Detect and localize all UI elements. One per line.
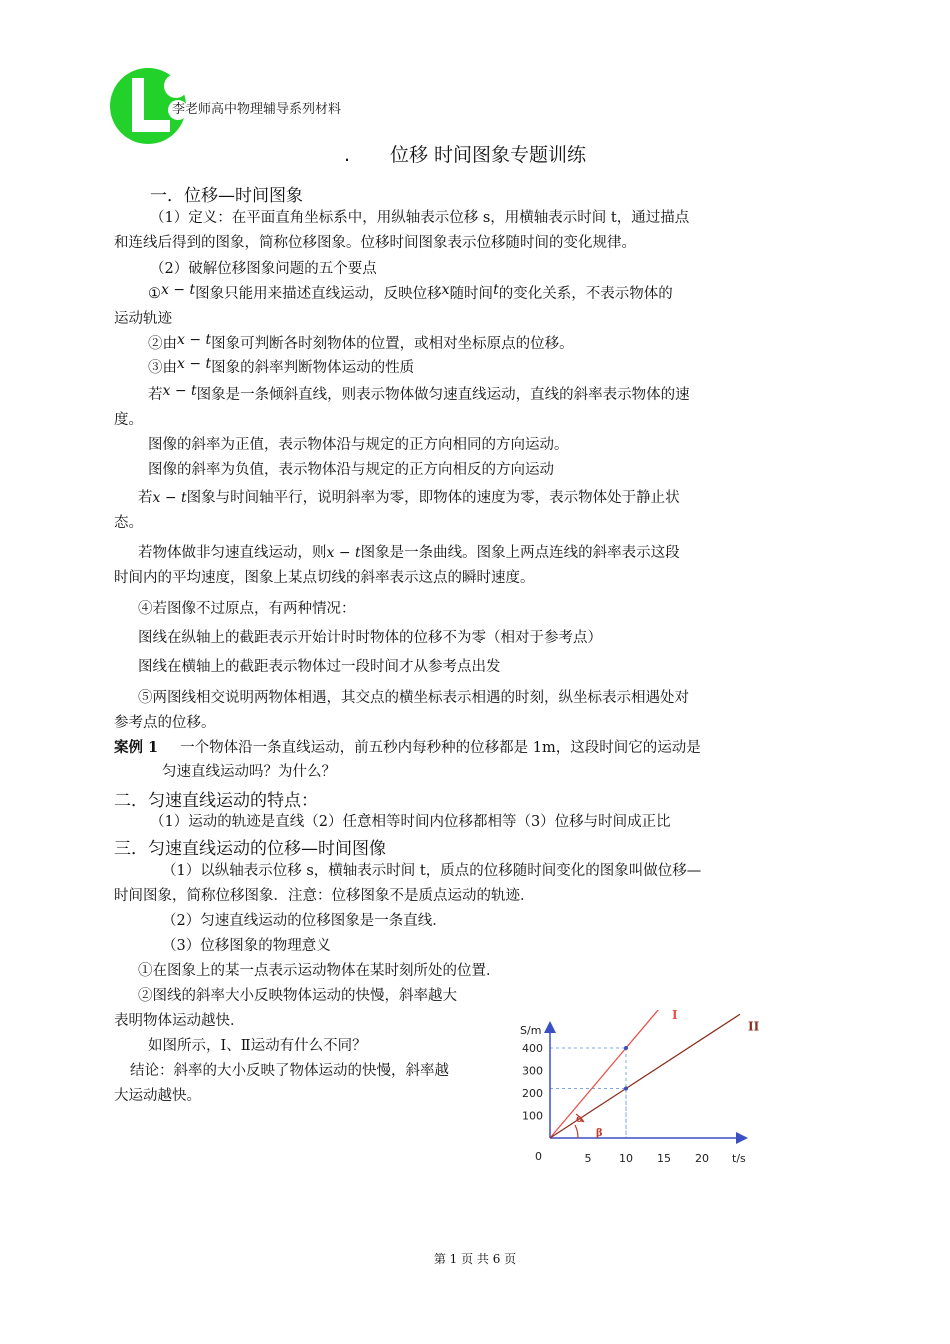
x-tick-label: 15 [657, 1152, 671, 1165]
page-footer: 第 1 页 共 6 页 [433, 1252, 517, 1266]
point-1 [148, 284, 673, 304]
section3-line-9: 结论：斜率的大小反映了物体运动的快慢，斜率越 [130, 1063, 449, 1079]
point-3-text: 图象的斜率判断物体运动的性质 [211, 360, 415, 376]
data-point [624, 1087, 628, 1091]
slope-text: 图象是一条倾斜直线，则表示物体做匀速直线运动，直线的斜率表示物体的速 [196, 387, 690, 403]
displacement-time-chart [500, 1010, 770, 1180]
section3-line-7: 表明物体运动越快． [114, 1013, 245, 1029]
section3-line-3: （2）匀速直线运动的位移图象是一条直线． [162, 913, 447, 929]
section3-line-5: ①在图象上的某一点表示运动物体在某时刻所处的位置． [138, 963, 501, 979]
point-2 [148, 334, 574, 354]
math-x-t: x − t [326, 545, 361, 561]
title-text: 位移 时间图象专题训练 [390, 144, 587, 166]
math-x-t: x − t [161, 282, 196, 298]
case-1-line-2: 匀速直线运动吗？为什么？ [162, 764, 336, 780]
point-2-prefix: ②由 [148, 336, 177, 352]
section3-line-10: 大运动越快。 [114, 1088, 201, 1104]
points-title: （2）破解位移图象问题的五个要点 [150, 261, 377, 277]
curve-line [138, 543, 680, 563]
x-tick-label: 10 [619, 1152, 633, 1165]
series-label: II [748, 1019, 760, 1034]
series-label: I [672, 1010, 678, 1022]
point-4: ④若图像不过原点，有两种情况： [138, 601, 356, 617]
section3-line-6: ②图线的斜率大小反映物体运动的快慢，斜率越大 [138, 988, 457, 1004]
section3-line-1: （1）以纵轴表示位移 s，横轴表示时间 t，质点的位移随时间变化的图象叫做位移— [162, 863, 702, 879]
case-label: 案例 1 [114, 739, 159, 756]
definition-line-1: （1）定义：在平面直角坐标系中，用纵轴表示位移 s，用横轴表示时间 t，通过描点 [150, 210, 690, 226]
section2-text: （1）运动的轨迹是直线（2）任意相等时间内位移都相等（3）位移与时间成正比 [150, 814, 671, 830]
math-x-t: x − t [152, 490, 187, 506]
y-tick-label: 100 [522, 1109, 543, 1123]
point-1-text-b: 随时间 [449, 286, 494, 302]
parallel-line [138, 488, 680, 508]
page-title [344, 140, 586, 167]
slope-prefix: 若 [148, 387, 163, 403]
math-t: t [493, 282, 499, 298]
origin-label: 0 [535, 1150, 542, 1163]
title-dot: . [344, 144, 351, 166]
y-tick-label: 400 [522, 1042, 543, 1055]
section3-heading: 三．匀速直线运动的位移—时间图像 [114, 839, 386, 859]
point-1-text-c: 的变化关系，不表示物体的 [498, 286, 673, 302]
x-tick-label: 5 [584, 1152, 592, 1165]
x-tick-label: 20 [695, 1152, 709, 1165]
math-x-t: x − t [162, 383, 197, 399]
math-x-t: x − t [177, 332, 212, 348]
angle-label-alpha: α [576, 1114, 584, 1125]
slope-line [148, 385, 690, 405]
math-x: x [441, 282, 450, 298]
x-axis-label: t/s [732, 1152, 746, 1165]
angle-label-beta: β [596, 1128, 603, 1139]
point-1-line-2: 运动轨迹 [114, 311, 172, 327]
point-4-case-a: 图线在纵轴上的截距表示开始计时时物体的位移不为零（相对于参考点） [138, 630, 602, 646]
curve-prefix: 若物体做非匀速直线运动，则 [138, 545, 327, 561]
data-point [624, 1046, 628, 1050]
case-1 [114, 738, 701, 758]
angle-arc-beta [575, 1125, 578, 1138]
parallel-text: 图象与时间轴平行，说明斜率为零，即物体的速度为零，表示物体处于静止状 [186, 490, 680, 506]
y-axis-label: S/m [520, 1024, 542, 1037]
curve-line-2: 时间内的平均速度，图象上某点切线的斜率表示这点的瞬时速度。 [114, 570, 535, 586]
math-x-t: x − t [177, 356, 212, 372]
y-tick-label: 200 [522, 1087, 543, 1100]
section2-heading: 二．匀速直线运动的特点： [114, 791, 318, 811]
point-1-text-a: 图象只能用来描述直线运动，反映位移 [195, 286, 442, 302]
point-4-case-b: 图线在横轴上的截距表示物体过一段时间才从参考点出发 [138, 659, 501, 675]
series-line-1 [550, 1010, 664, 1138]
case-text: 一个物体沿一条直线运动，前五秒内每秒种的位移都是 1m，这段时间它的运动是 [180, 740, 701, 756]
negative-slope-text: 图像的斜率为负值，表示物体沿与规定的正方向相反的方向运动 [148, 462, 554, 478]
point-1-num: ① [148, 286, 161, 302]
slope-line-2: 度。 [114, 412, 143, 428]
definition-line-2: 和连线后得到的图象，简称位移图象。位移时间图象表示位移随时间的变化规律。 [114, 235, 636, 251]
section3-line-4: （3）位移图象的物理意义 [162, 938, 331, 954]
header-text: 李老师高中物理辅导系列材料 [172, 102, 342, 117]
curve-text: 图象是一条曲线。图象上两点连线的斜率表示这段 [360, 545, 680, 561]
parallel-line-2: 态。 [114, 515, 143, 531]
point-5-line-1: ⑤两图线相交说明两物体相遇，其交点的横坐标表示相遇的时刻，纵坐标表示相遇处对 [138, 690, 689, 706]
positive-slope-text: 图像的斜率为正值，表示物体沿与规定的正方向相同的方向运动。 [148, 437, 569, 453]
y-tick-label: 300 [522, 1064, 543, 1078]
parallel-prefix: 若 [138, 490, 153, 506]
point-2-text: 图象可判断各时刻物体的位置，或相对坐标原点的位移。 [211, 336, 574, 352]
point-5-line-2: 参考点的位移。 [114, 715, 216, 731]
section3-line-8: 如图所示，Ⅰ、Ⅱ运动有什么不同？ [148, 1038, 367, 1054]
section3-line-2: 时间图象，简称位移图象．注意：位移图象不是质点运动的轨迹． [114, 888, 535, 904]
point-3 [148, 358, 414, 378]
point-3-prefix: ③由 [148, 360, 177, 376]
section1-heading: 一．位移—时间图象 [150, 186, 303, 206]
